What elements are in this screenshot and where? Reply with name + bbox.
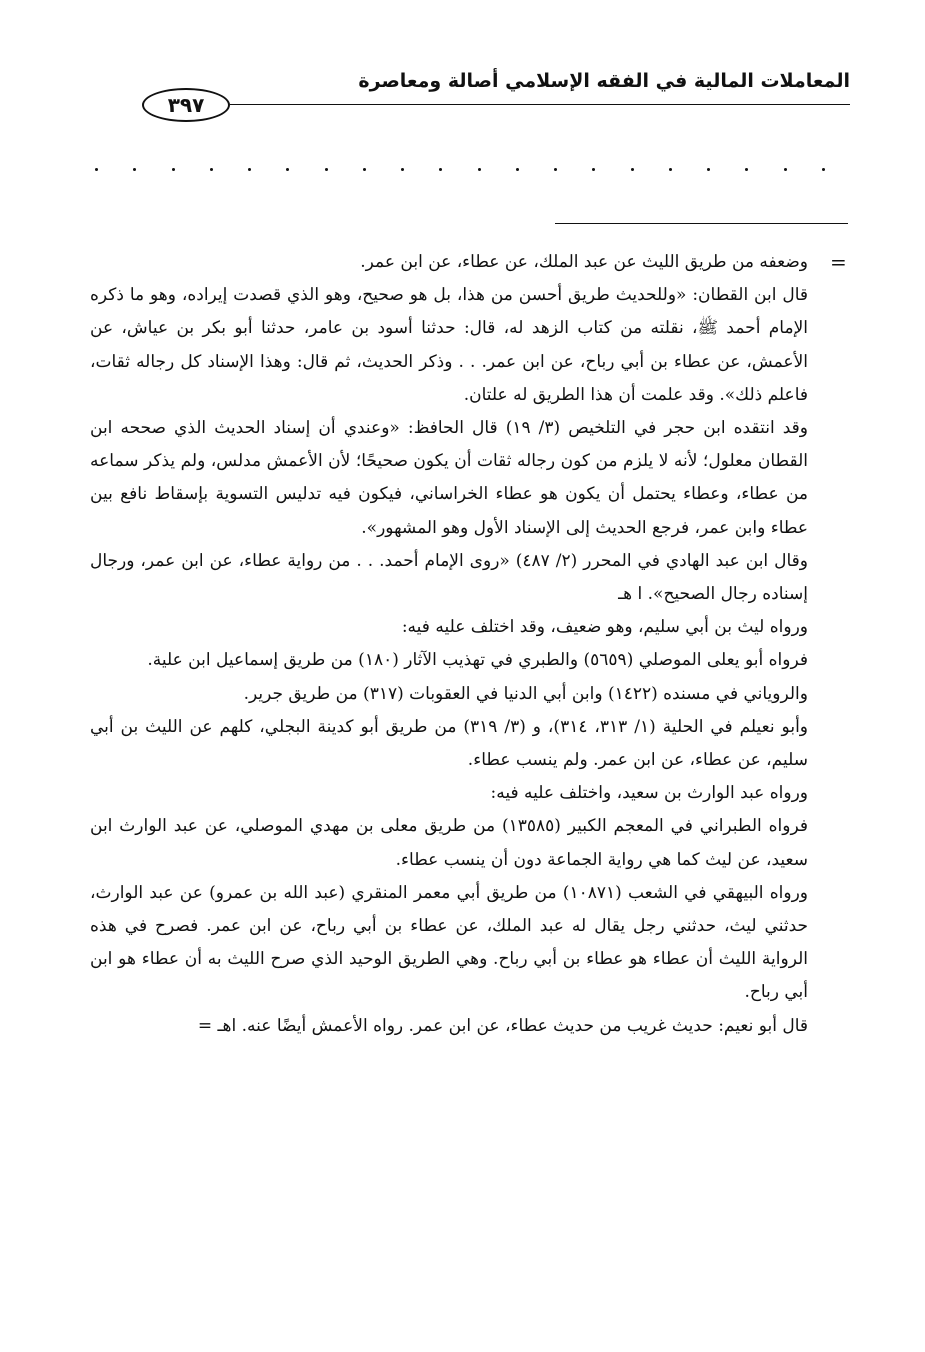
- dotted-separator: [95, 168, 825, 171]
- separator-dot: [707, 168, 710, 171]
- footnote-paragraph: وضعفه من طريق الليث عن عبد الملك، عن عطاء، عن ابن عمر.: [360, 252, 808, 272]
- footnote-body: [90, 246, 808, 1043]
- separator-dot: [363, 168, 366, 171]
- separator-dot: [172, 168, 175, 171]
- page-header: [120, 62, 850, 122]
- separator-dot: [554, 168, 557, 171]
- page-number: ٣٩٧: [167, 93, 205, 117]
- separator-dot: [439, 168, 442, 171]
- separator-dot: [592, 168, 595, 171]
- separator-dot: [745, 168, 748, 171]
- header-rule: [230, 104, 850, 105]
- footnote-paragraph: وأبو نعيلم في الحلية (١/ ٣١٣، ٣١٤)، و (٣/ ٣١٩) من طريق أبو كدينة البجلي، كلهم عن الليث بن أبي سليم، عن عطاء، عن ابن عمر. ولم ينسب عطاء.: [90, 716, 808, 771]
- separator-dot: [248, 168, 251, 171]
- separator-dot: [516, 168, 519, 171]
- footnote-paragraph: فرواه أبو يعلى الموصلي (٥٦٥٩) والطبري في تهذيب الآثار (١٨٠) من طريق إسماعيل ابن علية.: [147, 650, 808, 671]
- footnote-paragraph: قال ابن القطان: «وللحديث طريق أحسن من هذا، بل هو صحيح، وهو الذي قصدت إيراده، وهو ما ذكره الإمام أحمد ﷺ، نقلته من كتاب الزهد له، قال: حدثنا أسود بن عامر، حدثنا أبو بكر بن عياش، عن الأعمش، عن عطاء بن أبي رباح، عن ابن عمر. . . وذكر الحديث، ثم قال: وهذا الإسناد كل رجاله ثقات، فاعلم ذلك». وقد علمت أن هذا الطريق له علتان.: [90, 285, 808, 405]
- separator-dot: [669, 168, 672, 171]
- footnote-paragraph: فرواه الطبراني في المعجم الكبير (١٣٥٨٥) من طريق معلى بن مهدي الموصلي، عن عبد الوارث ابن سعيد، عن ليث كما هي رواية الجماعة دون أن ينسب عطاء.: [90, 816, 808, 870]
- continuation-mark: =: [830, 250, 847, 274]
- running-title: المعاملات المالية في الفقه الإسلامي أصالة ومعاصرة: [358, 70, 850, 92]
- footnote-paragraph: وقد انتقده ابن حجر في التلخيص (٣/ ١٩) قال الحافظ: «وعندي أن إسناد الحديث الذي صححه ابن القطان معلول؛ لأنه لا يلزم من كون رجاله ثقات أن يكون صحيحًا؛ لأن الأعمش مدلس، ولم يذكر سماعه من عطاء، وعطاء يحتمل أن يكون هو عطاء الخراساني، فيكون فيه تدليس التسوية بإسقاط نافع بين عطاء وابن عمر، فرجع الحديث إلى الإسناد الأول وهو المشهور».: [90, 418, 808, 538]
- separator-dot: [401, 168, 404, 171]
- footnote-paragraph: والروياني في مسنده (١٤٢٢) وابن أبي الدنيا في العقوبات (٣١٧) من طريق جرير.: [243, 683, 808, 704]
- separator-dot: [478, 168, 481, 171]
- footnote-rule: [555, 223, 848, 224]
- footnote-paragraph: ورواه عبد الوارث بن سعيد، واختلف عليه فيه:: [490, 783, 808, 804]
- separator-dot: [286, 168, 289, 171]
- footnote-paragraph: وقال ابن عبد الهادي في المحرر (٢/ ٤٨٧) «روى الإمام أحمد. . . من رواية عطاء، عن ابن عمر، ورجال إسناده رجال الصحيح». ا هـ: [90, 550, 808, 605]
- separator-dot: [325, 168, 328, 171]
- separator-dot: [822, 168, 825, 171]
- footnote-paragraph: قال أبو نعيم: حديث غريب من حديث عطاء، عن ابن عمر. رواه الأعمش أيضًا عنه. اهـ =: [197, 1015, 808, 1036]
- separator-dot: [784, 168, 787, 171]
- footnote-paragraph: ورواه البيهقي في الشعب (١٠٨٧١) من طريق أبي معمر المنقري (عبد الله بن عمرو) عن عبد الوارث، حدثني ليث، حدثني رجل يقال له عبد الملك، عن عطاء بن أبي رباح، عن ابن عمر. فصرح في هذه الرواية الليث أن عطاء هو عطاء بن أبي رباح. وهي الطريق الوحيد الذي صرح الليث به أن عطاء هو ابن أبي رباح.: [90, 882, 808, 1003]
- separator-dot: [210, 168, 213, 171]
- separator-dot: [631, 168, 634, 171]
- separator-dot: [133, 168, 136, 171]
- footnote-paragraph: ورواه ليث بن أبي سليم، وهو ضعيف، وقد اختلف عليه فيه:: [401, 617, 808, 638]
- page-number-badge: [142, 88, 230, 122]
- separator-dot: [95, 168, 98, 171]
